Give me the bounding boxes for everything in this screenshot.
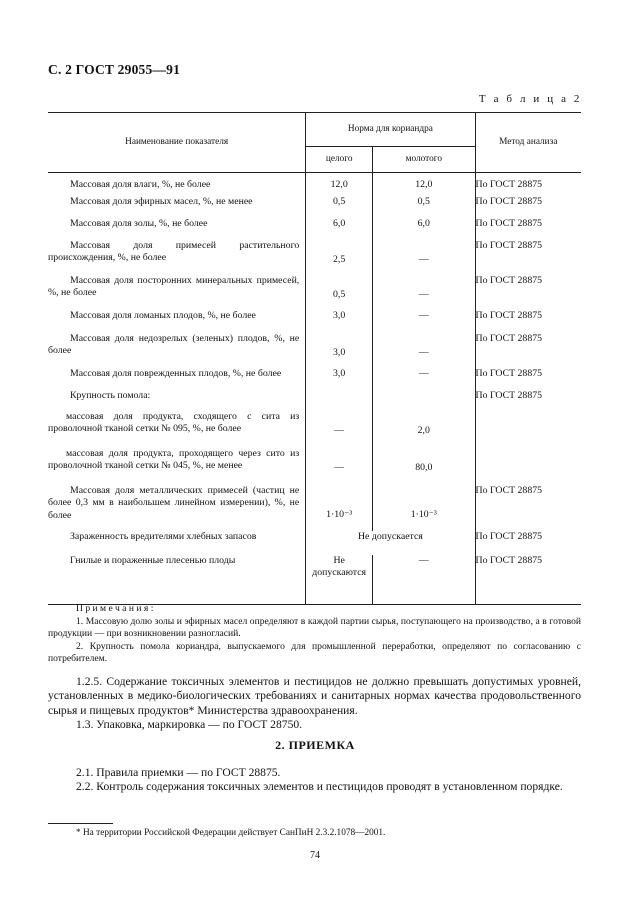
cell-ground: — <box>373 555 475 605</box>
paragraph-2-2: 2.2. Контроль содержания токсичных элементов и пестицидов проводят в установленном порядке. <box>76 780 563 794</box>
section-title: 2. ПРИЕМКА <box>275 738 355 752</box>
cell-ground: — <box>373 333 475 368</box>
table-body <box>48 173 581 605</box>
table-row <box>48 196 581 218</box>
cell-name: Массовая доля ломаных плодов, %, не более <box>70 309 256 321</box>
cell-method: По ГОСТ 28875 <box>475 196 581 218</box>
cell-whole: 3,0 <box>306 310 373 333</box>
cell-name: Гнилые и пораженные плесенью плоды <box>48 555 306 605</box>
cell-whole: 0,5 <box>306 275 373 310</box>
paragraph-2-1: 2.1. Правила приемки — по ГОСТ 28875. <box>76 766 281 779</box>
header-method: Метод анализа <box>475 113 581 173</box>
table-row <box>48 173 581 196</box>
table-row <box>48 485 581 531</box>
cell-name: Массовая доля недозрелых (зеленых) плодов, %, не более <box>48 332 300 356</box>
header-ground: молотого <box>373 147 475 173</box>
page-number: 74 <box>310 850 320 861</box>
cell-name: Массовая доля посторонних минеральных примесей, %, не более <box>48 274 300 298</box>
header-norm: Норма для кориандра <box>306 113 475 147</box>
cell-method: По ГОСТ 28875 <box>475 390 581 411</box>
cell-name: Массовая доля металлических примесей (частиц не более 0,3 мм в наибольшем линейном измерении), %, не более <box>48 484 300 521</box>
cell-name: Крупность помола: <box>70 389 151 401</box>
table-row <box>48 218 581 240</box>
footnote: * На территории Российской Федерации действует СанПиН 2.3.2.1078—2001. <box>76 828 386 838</box>
table-row <box>48 310 581 333</box>
cell-ground: 0,5 <box>373 196 475 218</box>
page-header: С. 2 ГОСТ 29055—91 <box>48 62 181 77</box>
cell-ground: — <box>373 368 475 390</box>
table-row <box>48 333 581 368</box>
cell-method: По ГОСТ 28875 <box>475 333 581 368</box>
cell-ground: 6,0 <box>373 218 475 240</box>
cell-method: По ГОСТ 28875 <box>475 368 581 390</box>
header-whole: целого <box>306 147 373 173</box>
paragraph-1-2-5 <box>48 675 581 732</box>
paragraph-text: 1.2.5. Содержание токсичных элементов и пестицидов не должно превышать допустимых уровней, установленных в медико-биологических требованиях и санитарных нормах качества продовольственного сырья и пищевых продуктов* Министерства здравоохранения. <box>48 675 581 717</box>
cell-ground <box>373 390 475 411</box>
cell-ground: — <box>373 275 475 310</box>
header-name: Наименование показателя <box>48 113 306 173</box>
cell-method: По ГОСТ 28875 <box>475 275 581 310</box>
cell-name: Массовая доля влаги, %, не более <box>70 179 211 190</box>
cell-method <box>475 411 581 448</box>
cell-whole <box>306 390 373 411</box>
cell-ground: — <box>373 240 475 275</box>
cell-name: массовая доля продукта, сходящего с сита из проволочной тканой сетки № 095, %, не более <box>48 410 300 434</box>
cell-method: По ГОСТ 28875 <box>475 218 581 240</box>
cell-whole: 3,0 <box>306 333 373 368</box>
cell-whole: 2,5 <box>306 240 373 275</box>
table-row <box>48 368 581 390</box>
cell-method: По ГОСТ 28875 <box>475 555 581 605</box>
cell-whole: 1·10⁻³ <box>306 485 373 531</box>
table-row <box>48 411 581 448</box>
table-row <box>48 448 581 485</box>
cell-ground: 2,0 <box>373 411 475 448</box>
cell-name: Массовая доля золы, %, не более <box>70 217 208 229</box>
cell-name: Зараженность вредителями хлебных запасов <box>70 530 257 542</box>
cell-method <box>475 448 581 485</box>
cell-method: По ГОСТ 28875 <box>475 531 581 555</box>
cell-ground: 12,0 <box>373 173 475 196</box>
cell-method: По ГОСТ 28875 <box>475 485 581 531</box>
table-row <box>48 555 581 605</box>
note-item: 2. Крупность помола кориандра, выпускаемого для промышленной переработки, определяют по согласованию с потребителем. <box>48 640 581 665</box>
cell-whole: 0,5 <box>306 196 373 218</box>
cell-whole: — <box>306 411 373 448</box>
cell-ground: — <box>373 310 475 333</box>
cell-whole: — <box>306 448 373 485</box>
note-item: 1. Массовую долю золы и эфирных масел определяют в каждой партии сырья, поступающего на производство, а в готовой продукции — при возникновении разногласий. <box>48 615 581 640</box>
section-2-body <box>48 766 581 795</box>
cell-merged: Не допускается <box>306 531 475 555</box>
cell-name: Массовая доля поврежденных плодов, %, не более <box>70 367 282 379</box>
notes <box>48 603 581 666</box>
footnote-divider <box>48 823 113 824</box>
cell-method: По ГОСТ 28875 <box>475 173 581 196</box>
table-row <box>48 390 581 411</box>
table-label: Т а б л и ц а 2 <box>478 93 582 105</box>
cell-name: Массовая доля эфирных масел, %, не менее <box>70 195 253 207</box>
requirements-table <box>48 112 581 605</box>
cell-whole: Не допускаются <box>306 555 373 605</box>
notes-title: Примечания: <box>76 603 156 614</box>
cell-whole: 3,0 <box>306 368 373 390</box>
cell-whole: 12,0 <box>306 173 373 196</box>
table-row <box>48 240 581 275</box>
table-row <box>48 275 581 310</box>
cell-ground: 1·10⁻³ <box>373 485 475 531</box>
cell-ground: 80,0 <box>373 448 475 485</box>
table-row <box>48 531 581 555</box>
paragraph-1-3: 1.3. Упаковка, маркировка — по ГОСТ 28750. <box>76 717 303 731</box>
cell-method: По ГОСТ 28875 <box>475 240 581 275</box>
cell-whole: 6,0 <box>306 218 373 240</box>
cell-name: Массовая доля примесей растительного происхождения, %, не более <box>48 239 300 263</box>
cell-method: По ГОСТ 28875 <box>475 310 581 333</box>
cell-name: массовая доля продукта, проходящего через сито из проволочной тканой сетки № 045, %, не менее <box>48 447 300 471</box>
